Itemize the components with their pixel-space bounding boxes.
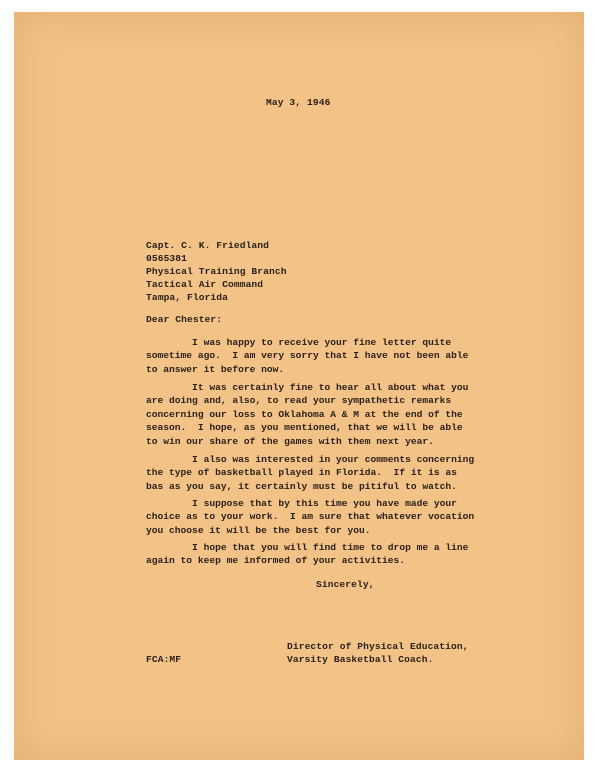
paragraph-line: to answer it before now. xyxy=(146,363,285,375)
closing: Sincerely, xyxy=(316,579,375,590)
paragraph-line: are doing and, also, to read your sympathetic remarks xyxy=(146,395,452,407)
paragraph-line: to win our share of the games with them next year. xyxy=(146,435,434,447)
paragraph-line: choice as to your work. I am sure that whatever vocation xyxy=(146,511,475,523)
signature-title: Director of Physical Education, xyxy=(287,641,469,652)
paragraph-3 xyxy=(146,453,475,493)
paragraph-line: sometime ago. I am very sorry that I have not been able xyxy=(146,350,469,362)
paragraph-line: It was certainly fine to hear all about what you xyxy=(146,382,469,393)
paragraph-1 xyxy=(146,336,469,376)
paragraph-line: the type of basketball played in Florida. If it is as xyxy=(146,467,457,479)
salutation: Dear Chester: xyxy=(146,314,223,325)
paragraph-line: concerning our loss to Oklahoma A & M at the end of the xyxy=(146,408,463,420)
recipient-city: Tampa, Florida xyxy=(146,292,229,303)
paragraph-2 xyxy=(146,381,469,448)
signature-role: Varsity Basketball Coach. xyxy=(287,654,434,665)
paragraph-4 xyxy=(146,497,475,537)
paragraph-line: I was happy to receive your fine letter quite xyxy=(146,337,452,348)
paragraph-line: I suppose that by this time you have made your xyxy=(146,498,457,509)
paragraph-line: I also was interested in your comments concerning xyxy=(146,454,475,465)
paragraph-5 xyxy=(146,541,469,568)
typist-initials: FCA:MF xyxy=(146,654,182,665)
paragraph-line: you choose it will be the best for you. xyxy=(146,524,371,536)
paragraph-line: season. I hope, as you mentioned, that we will be able xyxy=(146,422,463,434)
recipient-name: Capt. C. K. Friedland xyxy=(146,240,270,251)
paragraph-line: I hope that you will find time to drop me a line xyxy=(146,542,469,553)
recipient-command: Tactical Air Command xyxy=(146,279,264,290)
paragraph-line: bas as you say, it certainly must be pitiful to watch. xyxy=(146,480,457,492)
letter-date: May 3, 1946 xyxy=(266,97,331,108)
paragraph-line: again to keep me informed of your activities. xyxy=(146,555,406,567)
recipient-branch: Physical Training Branch xyxy=(146,266,287,277)
recipient-serial: 0565381 xyxy=(146,253,188,264)
